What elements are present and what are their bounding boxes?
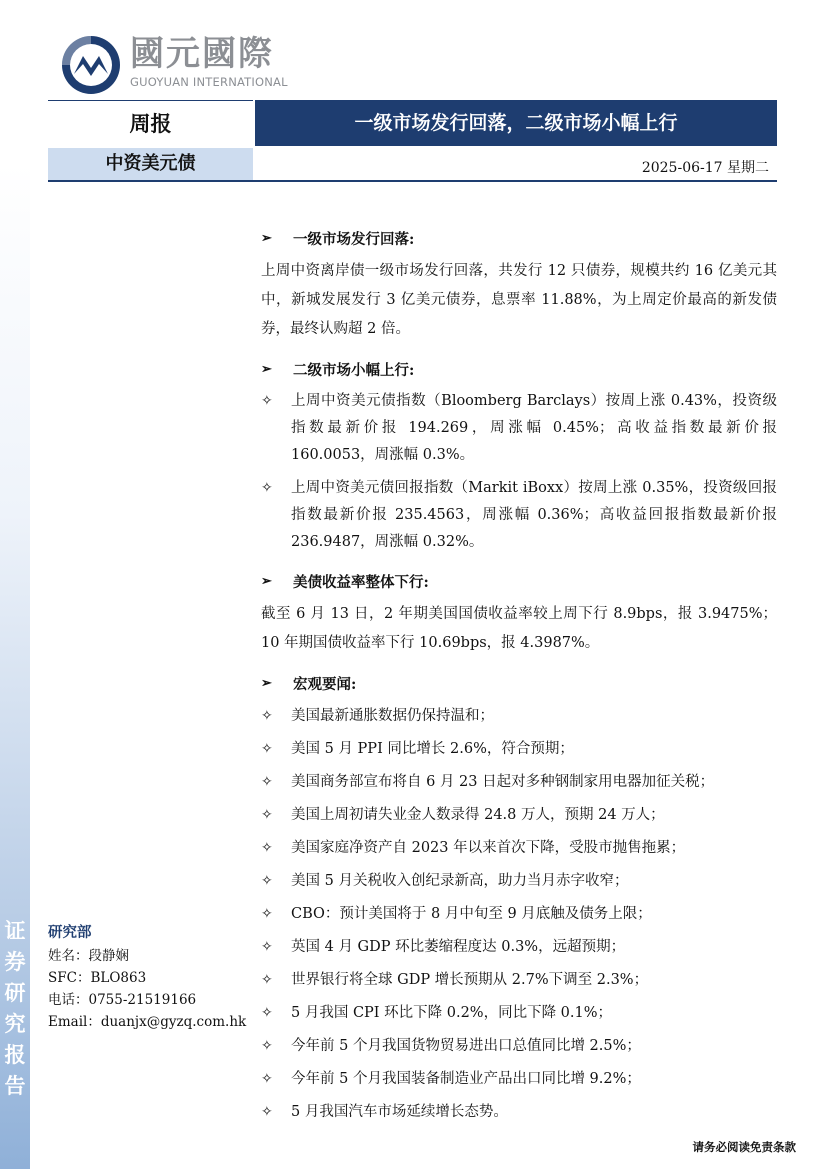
band-char: 报 xyxy=(4,1042,26,1067)
list-item xyxy=(261,475,777,556)
list-item-text: 美国商务部宣布将自 6 月 23 日起对多种钢制家用电器加征关税； xyxy=(291,774,715,790)
diamond-bullet-icon: ✧ xyxy=(261,480,273,496)
list-item-text: 上周中资美元债指数（Bloomberg Barclays）按周上涨 0.43%，投资级指数最新价报 194.269，周涨幅 0.45%；高收益指数最新价报 160.0053，周涨幅 0.3%。 xyxy=(291,393,777,463)
band-char: 告 xyxy=(4,1073,26,1098)
logo-english-name: GUOYUAN INTERNATIONAL xyxy=(130,75,288,89)
section-heading-text: 美债收益率整体下行: xyxy=(293,573,429,591)
analyst-sfc: SFC：BLO863 xyxy=(48,970,147,986)
list-item xyxy=(261,997,777,1030)
list-item xyxy=(261,865,777,898)
arrow-bullet-icon: ➢ xyxy=(261,361,272,377)
list-item-text: CBO：预计美国将于 8 月中旬至 9 月底触及债务上限； xyxy=(291,906,652,922)
section-heading xyxy=(261,356,777,382)
diamond-bullet-icon: ✧ xyxy=(261,906,273,922)
diamond-bullet-icon: ✧ xyxy=(261,774,273,790)
report-subheader xyxy=(48,148,777,182)
diamond-bullet-icon: ✧ xyxy=(261,840,273,856)
list-item xyxy=(261,1096,777,1129)
report-body xyxy=(261,225,777,1129)
list-item-text: 世界银行将全球 GDP 增长预期从 2.7%下调至 2.3%； xyxy=(291,972,649,988)
logo-mark-icon xyxy=(60,34,122,96)
list-item xyxy=(261,931,777,964)
analyst-name: 姓名：段静娴 xyxy=(48,948,129,964)
arrow-bullet-icon: ➢ xyxy=(261,675,272,691)
list-item xyxy=(261,799,777,832)
diamond-bullet-icon: ✧ xyxy=(261,741,273,757)
report-title: 一级市场发行回落，二级市场小幅上行 xyxy=(255,100,777,146)
arrow-bullet-icon: ➢ xyxy=(261,573,272,589)
list-item xyxy=(261,898,777,931)
analyst-phone: 电话：0755-21519166 xyxy=(48,992,197,1008)
report-category: 中资美元债 xyxy=(48,148,253,180)
list-item-text: 5 月我国汽车市场延续增长态势。 xyxy=(291,1104,508,1120)
diamond-bullet-icon: ✧ xyxy=(261,1038,273,1054)
list-item xyxy=(261,964,777,997)
band-char: 券 xyxy=(4,949,26,974)
analyst-email[interactable]: Email：duanjx@gyzq.com.hk xyxy=(48,1014,247,1030)
diamond-bullet-icon: ✧ xyxy=(261,807,273,823)
section-heading-text: 宏观要闻: xyxy=(293,675,357,693)
section-heading xyxy=(261,225,777,251)
section-paragraph: 上周中资离岸债一级市场发行回落，共发行 12 只债券，规模共约 16 亿美元其中，新城发展发行 3 亿美元债券，息票率 11.88%，为上周定价最高的新发债券，最终认购超 2 倍。 xyxy=(261,263,777,337)
list-item-text: 美国 5 月关税收入创纪录新高，助力当月赤字收窄； xyxy=(291,873,629,889)
company-logo xyxy=(60,30,290,94)
section-heading xyxy=(261,670,777,696)
band-char: 研 xyxy=(4,980,26,1005)
list-item xyxy=(261,1030,777,1063)
diamond-bullet-icon: ✧ xyxy=(261,972,273,988)
list-item xyxy=(261,1063,777,1096)
band-char: 证 xyxy=(4,918,26,943)
band-char: 究 xyxy=(4,1011,26,1036)
diamond-bullet-icon: ✧ xyxy=(261,1005,273,1021)
diamond-bullet-icon: ✧ xyxy=(261,393,273,409)
list-item xyxy=(261,766,777,799)
diamond-bullet-icon: ✧ xyxy=(261,939,273,955)
list-item-text: 今年前 5 个月我国装备制造业产品出口同比增 9.2%； xyxy=(291,1071,641,1087)
research-dept: 研究部 xyxy=(48,924,92,941)
section-heading-text: 一级市场发行回落: xyxy=(293,230,415,248)
list-item xyxy=(261,832,777,865)
list-item xyxy=(261,388,777,469)
list-item-text: 美国 5 月 PPI 同比增长 2.6%，符合预期； xyxy=(291,741,574,757)
diamond-bullet-icon: ✧ xyxy=(261,1071,273,1087)
report-date: 2025-06-17 星期二 xyxy=(641,160,769,176)
diamond-bullet-icon: ✧ xyxy=(261,708,273,724)
list-item-text: 今年前 5 个月我国货物贸易进出口总值同比增 2.5%； xyxy=(291,1038,641,1054)
report-type-vertical xyxy=(0,915,30,1101)
list-item-text: 美国最新通胀数据仍保持温和； xyxy=(291,708,494,724)
list-item-text: 英国 4 月 GDP 环比萎缩程度达 0.3%，远超预期； xyxy=(291,939,626,955)
macro-news-list xyxy=(261,700,777,1129)
diamond-bullet-icon: ✧ xyxy=(261,873,273,889)
section-heading xyxy=(261,568,777,594)
list-item-text: 美国家庭净资产自 2023 年以来首次下降，受股市抛售拖累； xyxy=(291,840,686,856)
list-item xyxy=(261,700,777,733)
analyst-info xyxy=(48,922,248,1033)
report-header xyxy=(48,100,777,146)
disclaimer-note: 请务必阅读免责条款 xyxy=(692,1140,796,1154)
list-item-text: 5 月我国 CPI 环比下降 0.2%，同比下降 0.1%； xyxy=(291,1005,613,1021)
list-item-text: 上周中资美元债回报指数（Markit iBoxx）按周上涨 0.35%，投资级回报指数最新价报 235.4563，周涨幅 0.36%；高收益回报指数最新价报 236.9487，周涨幅 0.32%。 xyxy=(291,480,777,550)
list-item-text: 美国上周初请失业金人数录得 24.8 万人，预期 24 万人； xyxy=(291,807,665,823)
list-item xyxy=(261,733,777,766)
section-heading-text: 二级市场小幅上行: xyxy=(293,361,415,379)
arrow-bullet-icon: ➢ xyxy=(261,230,272,246)
section-paragraph: 截至 6 月 13 日，2 年期美国国债收益率较上周下行 8.9bps，报 3.9475%；10 年期国债收益率下行 10.69bps，报 4.3987%。 xyxy=(261,606,777,651)
logo-chinese-name: 國元國際 xyxy=(130,34,274,74)
report-type: 周报 xyxy=(48,100,253,147)
diamond-bullet-icon: ✧ xyxy=(261,1104,273,1120)
